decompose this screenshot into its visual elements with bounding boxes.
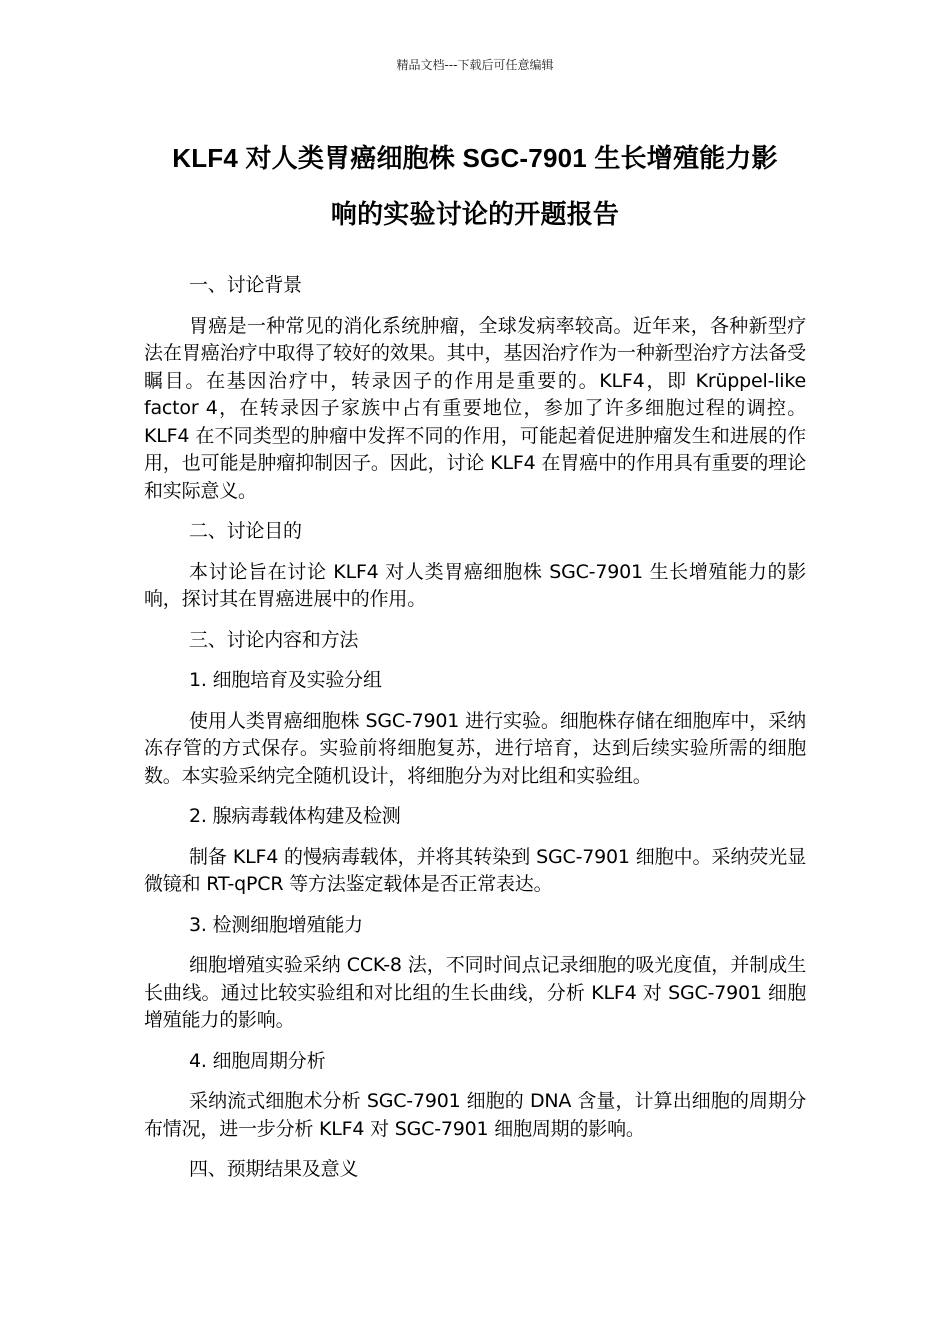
subsection-heading-cell-cycle: 4. 细胞周期分析 xyxy=(189,1049,326,1072)
subsection-heading-proliferation: 3. 检测细胞增殖能力 xyxy=(189,913,363,936)
paragraph-background: 胃癌是一种常见的消化系统肿瘤，全球发病率较高。近年来，各种新型疗法在胃癌治疗中取得了较好的效果。其中，基因治疗作为一种新型治疗方法备受瞩目。在基因治疗中，转录因子的作用是重要的。KLF4，即 Krüppel-like factor 4，在转录因子家族中占有重要地位，参加了许多细胞过程的调控。KLF4 在不同类型的肿瘤中发挥不同的作用，可能起着促进肿瘤发生和进展的作用，也可能是肿瘤抑制因子。因此，讨论 KLF4 在胃癌中的作用具有重要的理论和实际意义。 xyxy=(144,314,806,502)
document-title-line-2: 响的实验讨论的开题报告 xyxy=(330,199,620,229)
paragraph-purpose: 本讨论旨在讨论 KLF4 对人类胃癌细胞株 SGC-7901 生长增殖能力的影响，探讨其在胃癌进展中的作用。 xyxy=(144,560,806,610)
paragraph-cell-culture: 使用人类胃癌细胞株 SGC-7901 进行实验。细胞株存储在细胞库中，采纳冻存管的方式保存。实验前将细胞复苏，进行培育，达到后续实验所需的细胞数。本实验采纳完全随机设计，将细胞分为对比组和实验组。 xyxy=(144,709,806,787)
section-heading-expected-results: 四、预期结果及意义 xyxy=(189,1158,359,1180)
section-heading-purpose: 二、讨论目的 xyxy=(189,520,302,542)
subsection-heading-cell-culture: 1. 细胞培育及实验分组 xyxy=(189,669,382,691)
paragraph-vector: 制备 KLF4 的慢病毒载体，并将其转染到 SGC-7901 细胞中。采纳荧光显微镜和 RT-qPCR 等方法鉴定载体是否正常表达。 xyxy=(144,845,806,895)
document-body xyxy=(144,272,806,1197)
section-heading-content-methods: 三、讨论内容和方法 xyxy=(189,628,359,651)
paragraph-cell-cycle: 采纳流式细胞术分析 SGC-7901 细胞的 DNA 含量，计算出细胞的周期分布情况，进一步分析 KLF4 对 SGC-7901 细胞周期的影响。 xyxy=(144,1090,806,1140)
document-title xyxy=(100,130,850,242)
document-title-line-1: KLF4 对人类胃癌细胞株 SGC-7901 生长增殖能力影 xyxy=(172,143,778,173)
page-header: 精品文档---下载后可任意编辑 xyxy=(396,58,554,72)
section-heading-background: 一、讨论背景 xyxy=(189,274,302,296)
paragraph-proliferation: 细胞增殖实验采纳 CCK-8 法，不同时间点记录细胞的吸光度值，并制成生长曲线。通过比较实验组和对比组的生长曲线，分析 KLF4 对 SGC-7901 细胞增殖能力的影响。 xyxy=(144,954,806,1031)
subsection-heading-vector: 2. 腺病毒载体构建及检测 xyxy=(189,805,401,827)
